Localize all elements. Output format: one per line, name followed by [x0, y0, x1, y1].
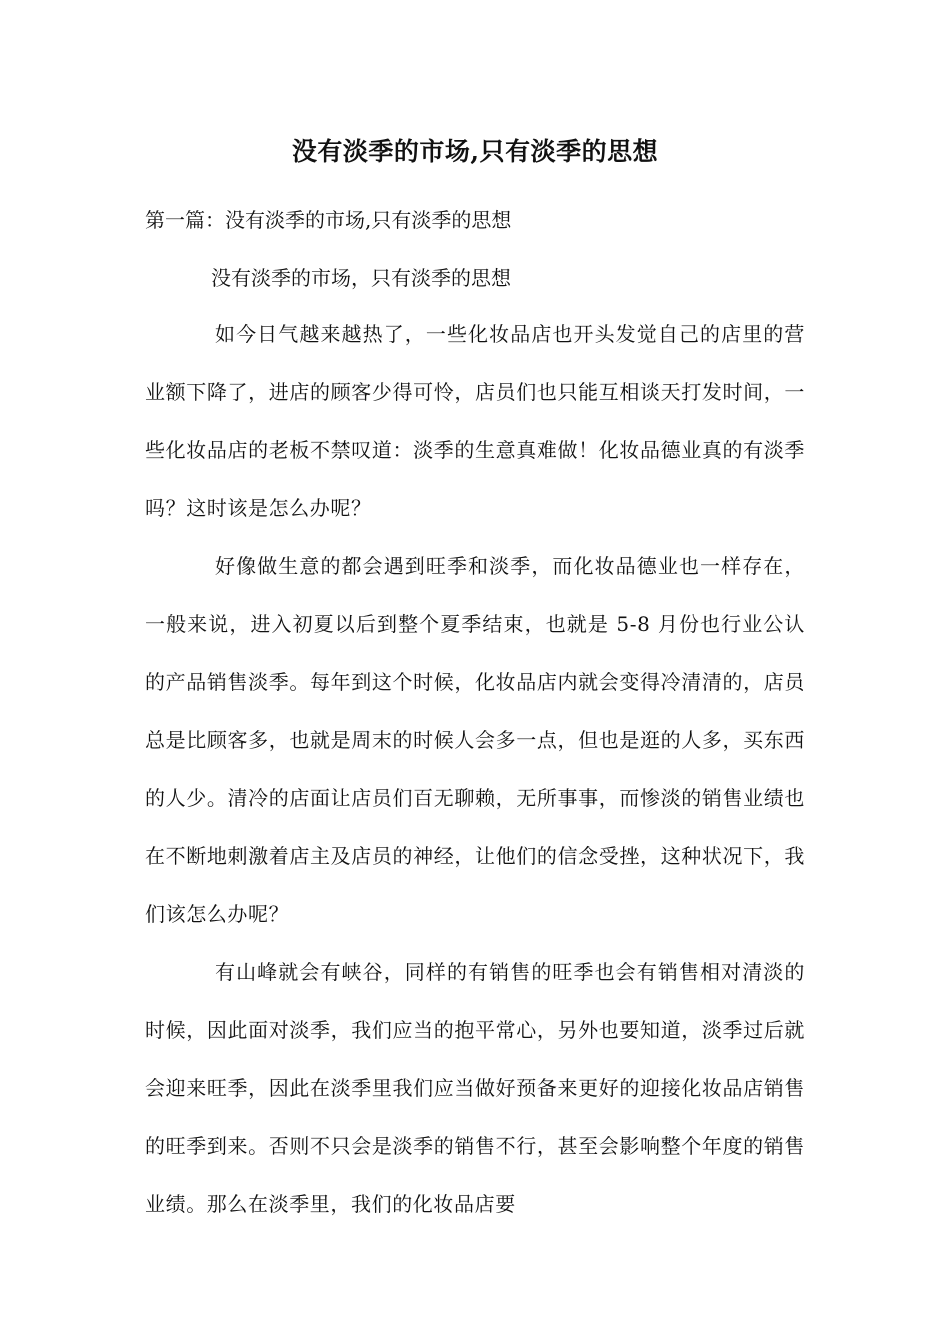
paragraph: 有山峰就会有峡谷，同样的有销售的旺季也会有销售相对清淡的时候，因此面对淡季，我们应当的抱平常心，另外也要知道，淡季过后就会迎来旺季，因此在淡季里我们应当做好预备来更好的迎接化妆品店销售的旺季到来。否则不只会是淡季的销售不行，甚至会影响整个年度的销售业绩。那么在淡季里，我们的化妆品店要 [145, 960, 805, 1216]
section-heading: 第一篇：没有淡季的市场,只有淡季的思想 [145, 208, 512, 232]
paragraph: 如今日气越来越热了，一些化妆品店也开头发觉自己的店里的营业额下降了，进店的顾客少得可怜，店员们也只能互相谈天打发时间，一些化妆品店的老板不禁叹道：淡季的生意真难做！化妆品德业真的有淡季吗？这时该是怎么办呢？ [145, 322, 805, 520]
paragraph: 好像做生意的都会遇到旺季和淡季，而化妆品德业也一样存在，一般来说，进入初夏以后到整个夏季结束，也就是 5-8 月份也行业公认的产品销售淡季。每年到这个时候，化妆品店内就会变得冷清清的，店员总是比顾客多，也就是周末的时候人会多一点，但也是逛的人多，买东西的人少。清冷的店面让店员们百无聊赖，无所事事，而惨淡的销售业绩也在不断地刺激着店主及店员的神经，让他们的信念受挫，这种状况下，我们该怎么办呢？ [145, 554, 805, 926]
document-title: 没有淡季的市场,只有淡季的思想 [291, 137, 659, 166]
article-subheading: 没有淡季的市场，只有淡季的思想 [211, 266, 511, 290]
